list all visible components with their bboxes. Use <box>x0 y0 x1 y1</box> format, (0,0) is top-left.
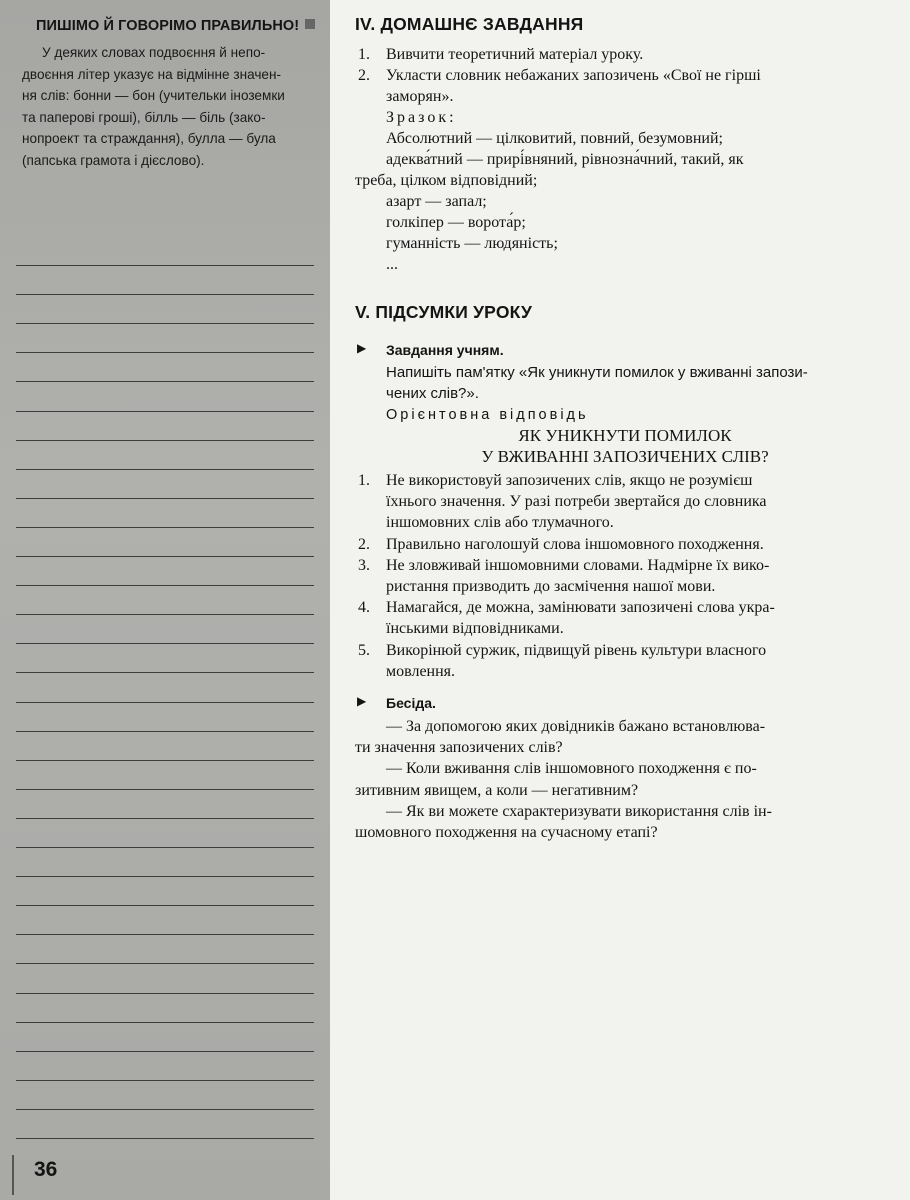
writing-line <box>16 905 314 906</box>
writing-line <box>16 993 314 994</box>
memo-item-num: 5. <box>358 641 370 659</box>
sidebar-title: ПИШІМО Й ГОВОРІМО ПРАВИЛЬНО! <box>36 18 315 34</box>
square-icon <box>305 19 315 29</box>
writing-line <box>16 440 314 441</box>
sidebar-note-line: У деяких словах подвоєння й непо- <box>42 45 266 60</box>
question-line: зитивним явищем, а коли — негативним? <box>355 781 639 799</box>
homework-item-2: Укласти словник небажаних запозичень «Свої не гірші <box>386 67 761 84</box>
writing-line <box>16 265 314 266</box>
sample-line: гуманність — людяність; <box>386 235 558 252</box>
question-line: — Коли вживання слів іншомовного походження є по- <box>386 760 757 778</box>
memo-item-line: Правильно наголошуй слова іншомовного походження. <box>386 535 764 553</box>
writing-line <box>16 614 314 615</box>
sidebar-note-line: та паперові гроші), білль — біль (зако- <box>22 109 266 125</box>
writing-line <box>16 323 314 324</box>
writing-line <box>16 760 314 761</box>
writing-line <box>16 934 314 935</box>
memo-item-line: їнськими відповідниками. <box>386 620 564 638</box>
question-line: — Як ви можете схарактеризувати використання слів ін- <box>386 802 772 820</box>
memo-item-line: Викорінюй суржик, підвищуй рівень культури власного <box>386 641 767 659</box>
homework-heading: IV. ДОМАШНЄ ЗАВДАННЯ <box>355 14 584 34</box>
writing-line <box>16 294 314 295</box>
task-label: Завдання учням. <box>386 342 504 358</box>
sidebar-note-line: двоєння літер указує на відмінне значен- <box>22 66 282 82</box>
memo-item-line: іншомовних слів або тлумачного. <box>386 514 614 532</box>
writing-line <box>16 1109 314 1110</box>
memo-title: У ВЖИВАННІ ЗАПОЗИЧЕНИХ СЛІВ? <box>481 447 769 466</box>
writing-line <box>16 847 314 848</box>
writing-line <box>16 1022 314 1023</box>
writing-line <box>16 498 314 499</box>
question-line: ти значення запозичених слів? <box>355 739 563 757</box>
conversation-label: Бесіда. <box>386 695 436 711</box>
sample-label: Зразок: <box>386 109 457 126</box>
memo-item-line: ристання призводить до засмічення нашої мови. <box>386 578 716 595</box>
sample-line: адеква́тний — прирі́вняний, рівнозна́чний, такий, як <box>386 151 744 168</box>
memo-item-num: 4. <box>358 599 370 617</box>
writing-line <box>16 556 314 557</box>
memo-item-line: Намагайся, де можна, замінювати запозичені слова укра- <box>386 599 775 617</box>
memo-item-num: 3. <box>358 556 370 574</box>
page-edge-mark <box>12 1155 14 1195</box>
writing-line <box>16 585 314 586</box>
sample-line: голкіпер — ворота́р; <box>386 214 526 231</box>
sample-line: ... <box>386 256 398 273</box>
writing-line <box>16 1138 314 1139</box>
memo-item-num: 2. <box>358 535 370 553</box>
writing-line <box>16 411 314 412</box>
writing-line <box>16 1080 314 1081</box>
sidebar-panel <box>0 0 330 1200</box>
sidebar-note-line: ня слів: бонни — бон (учительки іноземки <box>22 88 285 103</box>
writing-line <box>16 702 314 703</box>
page-number: 36 <box>34 1158 58 1181</box>
sample-line: треба, цілком відповідний; <box>355 172 538 189</box>
homework-item-num: 2. <box>358 67 370 84</box>
memo-item-line: Не зловживай іншомовними словами. Надмірне їх вико- <box>386 556 770 574</box>
homework-item-2-cont: заморян». <box>386 88 454 105</box>
sidebar-note-line: нопроект та страждання), булла — була <box>22 131 276 146</box>
sidebar-note <box>22 42 317 171</box>
question-line: шомовного походження на сучасному етапі? <box>355 824 658 841</box>
sample-line: Абсолютний — цілковитий, повний, безумовний; <box>386 130 723 147</box>
memo-item-line: мовлення. <box>386 662 456 680</box>
sidebar-note-line: (папська грамота і дієслово). <box>22 152 205 168</box>
memo-title: ЯК УНИКНУТИ ПОМИЛОК <box>518 426 732 445</box>
writing-line <box>16 789 314 790</box>
memo-item-line: їхнього значення. У разі потреби звертайся до словника <box>386 493 767 511</box>
question-line: — За допомогою яких довідників бажано встановлюва- <box>386 718 766 735</box>
sample-line: азарт — запал; <box>386 193 487 210</box>
memo-item-num: 1. <box>358 472 370 489</box>
writing-line <box>16 963 314 964</box>
summary-heading: V. ПІДСУМКИ УРОКУ <box>355 302 533 322</box>
triangle-right-icon: ▶ <box>357 694 367 708</box>
homework-item-1: Вивчити теоретичний матеріал уроку. <box>386 46 644 63</box>
writing-line <box>16 818 314 819</box>
answer-label: Орієнтовна відповідь <box>386 407 589 423</box>
task-text-cont: чених слів?». <box>386 385 479 402</box>
writing-line <box>16 672 314 673</box>
writing-line <box>16 876 314 877</box>
homework-item-num: 1. <box>358 46 370 63</box>
task-text: Напишіть пам'ятку «Як уникнути помилок у вживанні запози- <box>386 364 808 381</box>
writing-line <box>16 1051 314 1052</box>
writing-line <box>16 527 314 528</box>
writing-line <box>16 381 314 382</box>
memo-item-line: Не використовуй запозичених слів, якщо не розумієш <box>386 472 753 489</box>
writing-line <box>16 643 314 644</box>
writing-line <box>16 731 314 732</box>
writing-line <box>16 352 314 353</box>
triangle-right-icon: ▶ <box>357 341 367 355</box>
writing-line <box>16 469 314 470</box>
